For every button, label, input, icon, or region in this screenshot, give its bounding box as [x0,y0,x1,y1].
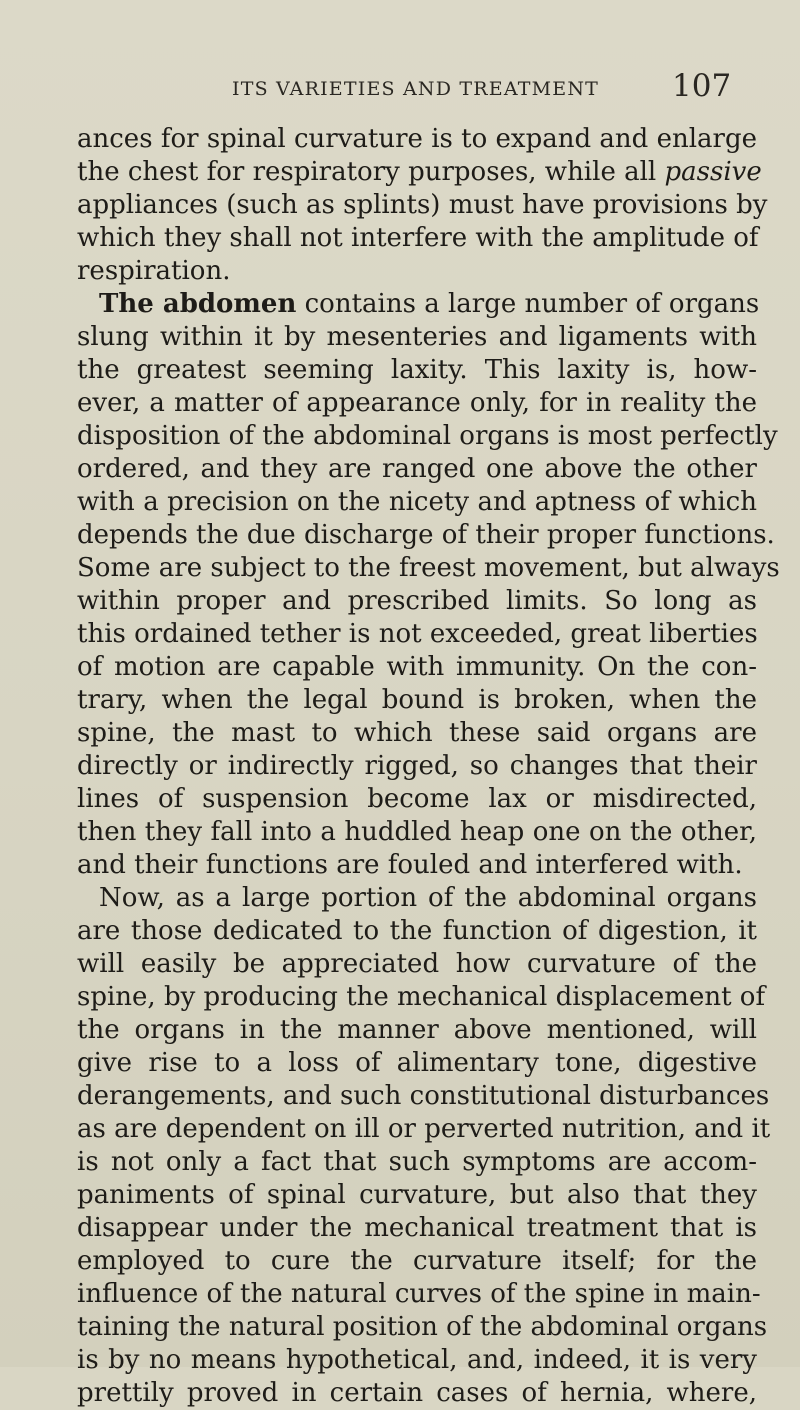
text-line: give rise to a loss of alimentary tone, digestive [77,1048,757,1078]
text-line: respiration. [77,256,231,286]
text-line: is by no means hypothetical, and, indeed, it is very [77,1345,757,1375]
text-line: disappear under the mechanical treatment that is [77,1213,757,1243]
text-line: and their functions are fouled and interfered with. [77,850,743,880]
text-line: influence of the natural curves of the spine in main- [77,1279,761,1309]
running-head: ITS VARIETIES AND TREATMENT [232,78,600,100]
text-line: Now, as a large portion of the abdominal organs [99,883,757,913]
text-line: appliances (such as splints) must have provisions by [77,190,768,220]
text-line [77,156,762,189]
text-line: is not only a fact that such symptoms are accom- [77,1147,757,1177]
text-run: the chest for respiratory purposes, while all [77,157,665,187]
text-line: are those dedicated to the function of digestion, it [77,916,757,946]
text-line: Some are subject to the freest movement, but always [77,553,780,583]
text-line: with a precision on the nicety and aptness of which [77,487,757,517]
text-line: directly or indirectly rigged, so changes that their [77,751,757,781]
page-number: 107 [672,68,732,104]
text-line: spine, by producing the mechanical displacement of [77,982,766,1012]
text-line: taining the natural position of the abdominal organs [77,1312,768,1342]
section-lead-heading: The abdomen [99,289,297,319]
text-line: employed to cure the curvature itself; for the [77,1246,757,1276]
text-line: the organs in the manner above mentioned, will [77,1015,757,1045]
text-line: the greatest seeming laxity. This laxity is, how- [77,355,757,385]
text-line: ever, a matter of appearance only, for in reality the [77,388,757,418]
text-line: depends the due discharge of their proper functions. [77,520,775,550]
text-run: contains a large number of organs [296,289,760,319]
text-line: slung within it by mesenteries and ligaments with [77,322,757,352]
text-line: within proper and prescribed limits. So long as [77,586,757,616]
text-line: trary, when the legal bound is broken, when the [77,685,757,715]
emphasis-word: passive [664,157,762,187]
text-line: as are dependent on ill or perverted nutrition, and it [77,1114,771,1144]
text-line [77,288,760,321]
text-line: then they fall into a huddled heap one on the other, [77,817,757,847]
text-line: disposition of the abdominal organs is most perfectly [77,421,778,451]
text-line: will easily be appreciated how curvature of the [77,949,757,979]
body-text [77,123,780,1410]
text-line: derangements, and such constitutional disturbances [77,1081,770,1111]
text-line: which they shall not interfere with the amplitude of [77,223,759,253]
text-line: ordered, and they are ranged one above the other [77,454,757,484]
text-line: ances for spinal curvature is to expand and enlarge [77,124,757,154]
text-line: this ordained tether is not exceeded, great liberties [77,619,758,649]
text-line: prettily proved in certain cases of hernia, where, [77,1378,757,1408]
text-line: spine, the mast to which these said organs are [77,718,757,748]
text-line: paniments of spinal curvature, but also that they [77,1180,757,1210]
text-line: lines of suspension become lax or misdirected, [77,784,757,814]
text-line: of motion are capable with immunity. On the con- [77,652,757,682]
